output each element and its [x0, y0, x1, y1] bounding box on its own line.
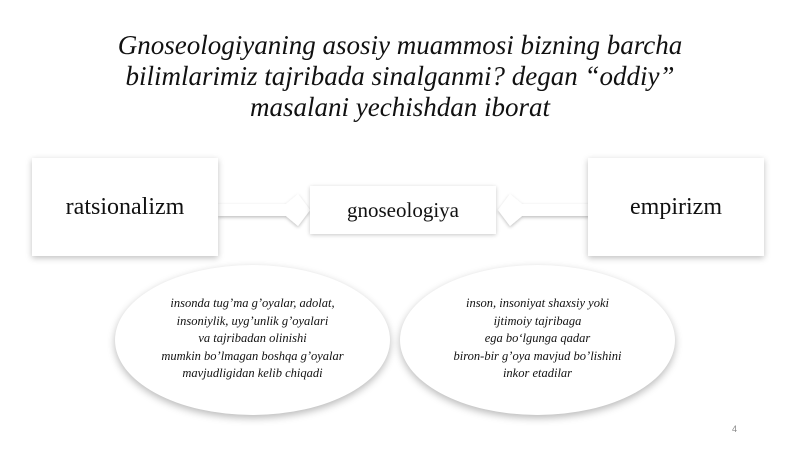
left-description-text [115, 295, 390, 383]
node-gnoseologiya [310, 186, 496, 234]
left-desc-line: mumkin bo’lmagan boshqa g’oyalar [161, 348, 344, 363]
left-desc-line: mavjudligidan kelib chiqadi [182, 366, 323, 380]
title-line-2: bilimlarimiz tajribada sinalganmi? degan “oddiy” [125, 61, 675, 91]
right-description-text [400, 295, 675, 383]
right-connector-arrow [496, 190, 590, 230]
right-desc-line: ijtimoiy tajribaga [493, 313, 582, 328]
right-desc-line: biron-bir g’oya mavjud bo’lishini [453, 348, 622, 363]
left-desc-line: insoniylik, uyg’unlik g’oyalari [176, 313, 329, 328]
title-line-1: Gnoseologiyaning asosiy muammosi bizning barcha [117, 30, 683, 60]
node-gnoseologiya-label: gnoseologiya [347, 197, 459, 222]
title-line-3: masalani yechishdan iborat [250, 92, 550, 122]
right-desc-line: ega bo‘lgunga qadar [484, 331, 591, 345]
left-connector-arrow [218, 190, 312, 230]
right-desc-line: inkor etadilar [502, 366, 573, 380]
left-desc-line: va tajribadan olinishi [198, 331, 307, 345]
left-desc-line: insonda tug’ma g’oyalar, adolat, [170, 296, 335, 310]
node-empirizm [588, 158, 764, 256]
page-number: 4 [732, 424, 738, 434]
slide-title [60, 30, 740, 123]
node-ratsionalizm-label: ratsionalizm [65, 193, 185, 220]
node-empirizm-label: empirizm [630, 193, 722, 220]
right-desc-line: inson, insoniyat shaxsiy yoki [465, 296, 610, 310]
node-ratsionalizm [32, 158, 218, 256]
